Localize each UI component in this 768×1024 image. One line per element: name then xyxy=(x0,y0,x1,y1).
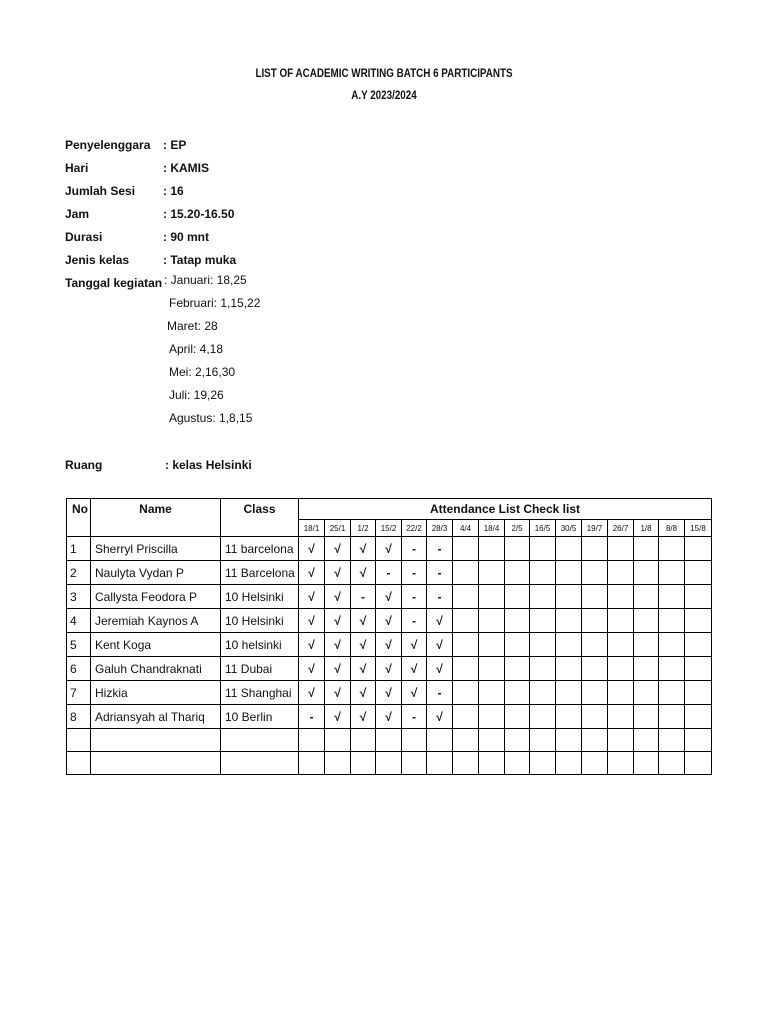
empty-cell xyxy=(91,729,221,752)
date-item: : Januari: 18,25 xyxy=(164,272,247,287)
activity-dates xyxy=(165,268,260,429)
participant-class: 11 barcelona xyxy=(221,537,299,561)
attendance-mark: √ xyxy=(299,585,325,609)
attendance-mark: √ xyxy=(402,633,427,657)
attendance-table xyxy=(66,498,712,775)
attendance-mark xyxy=(634,585,659,609)
session-date: 30/5 xyxy=(556,520,582,537)
info-row-hari xyxy=(65,156,236,179)
attendance-mark: √ xyxy=(351,609,376,633)
participant-name: Hizkia xyxy=(91,681,221,705)
participant-name: Callysta Feodora P xyxy=(91,585,221,609)
attendance-mark xyxy=(685,705,712,729)
attendance-mark xyxy=(659,681,685,705)
empty-cell xyxy=(556,729,582,752)
attendance-mark: - xyxy=(402,537,427,561)
session-date: 19/7 xyxy=(582,520,608,537)
participant-name: Naulyta Vydan P xyxy=(91,561,221,585)
participant-class: 10 Berlin xyxy=(221,705,299,729)
attendance-mark xyxy=(453,537,479,561)
date-item: Mei: 2,16,30 xyxy=(169,364,236,379)
attendance-mark xyxy=(479,657,505,681)
empty-cell xyxy=(299,752,325,775)
info-value: : 16 xyxy=(163,183,184,198)
attendance-mark: √ xyxy=(299,657,325,681)
attendance-mark xyxy=(453,681,479,705)
attendance-mark xyxy=(505,681,530,705)
attendance-mark: - xyxy=(427,561,453,585)
session-date: 2/5 xyxy=(505,520,530,537)
attendance-mark xyxy=(685,609,712,633)
session-date: 8/8 xyxy=(659,520,685,537)
attendance-mark: - xyxy=(427,681,453,705)
header-attendance: Attendance List Check list xyxy=(299,499,712,520)
attendance-mark: - xyxy=(402,585,427,609)
participant-name: Galuh Chandraknati xyxy=(91,657,221,681)
participant-name: Jeremiah Kaynos A xyxy=(91,609,221,633)
attendance-mark xyxy=(505,585,530,609)
empty-cell xyxy=(659,752,685,775)
session-date: 1/8 xyxy=(634,520,659,537)
attendance-mark xyxy=(530,705,556,729)
attendance-mark xyxy=(634,705,659,729)
row-number: 6 xyxy=(67,657,91,681)
attendance-mark xyxy=(505,657,530,681)
row-number: 2 xyxy=(67,561,91,585)
participant-class: 10 helsinki xyxy=(221,633,299,657)
attendance-mark: √ xyxy=(351,537,376,561)
attendance-mark xyxy=(556,609,582,633)
attendance-mark: √ xyxy=(325,705,351,729)
attendance-mark: - xyxy=(402,561,427,585)
empty-cell xyxy=(582,729,608,752)
attendance-mark: √ xyxy=(325,537,351,561)
attendance-mark xyxy=(453,705,479,729)
attendance-mark xyxy=(582,681,608,705)
room-row xyxy=(65,455,252,475)
row-number: 5 xyxy=(67,633,91,657)
date-item: Agustus: 1,8,15 xyxy=(169,410,253,425)
info-label: Jenis kelas xyxy=(65,252,130,267)
attendance-mark xyxy=(634,609,659,633)
attendance-mark xyxy=(582,561,608,585)
attendance-mark: - xyxy=(402,705,427,729)
attendance-mark xyxy=(453,561,479,585)
info-label: Hari xyxy=(65,160,89,175)
attendance-mark: - xyxy=(351,585,376,609)
participant-name: Kent Koga xyxy=(91,633,221,657)
date-item: Juli: 19,26 xyxy=(169,387,224,402)
attendance-mark xyxy=(556,681,582,705)
session-date: 25/1 xyxy=(325,520,351,537)
attendance-mark xyxy=(685,537,712,561)
empty-cell xyxy=(608,752,634,775)
session-date: 15/2 xyxy=(376,520,402,537)
attendance-mark xyxy=(556,657,582,681)
participant-class: 10 Helsinki xyxy=(221,609,299,633)
attendance-mark: √ xyxy=(299,633,325,657)
row-number: 1 xyxy=(67,537,91,561)
attendance-mark xyxy=(556,537,582,561)
empty-cell xyxy=(402,752,427,775)
info-row-penyelenggara xyxy=(65,133,236,156)
attendance-mark xyxy=(685,561,712,585)
empty-cell xyxy=(91,752,221,775)
attendance-mark xyxy=(530,609,556,633)
attendance-mark xyxy=(634,537,659,561)
row-number: 7 xyxy=(67,681,91,705)
attendance-mark xyxy=(608,681,634,705)
attendance-mark xyxy=(556,585,582,609)
empty-cell xyxy=(376,752,402,775)
attendance-mark: √ xyxy=(402,657,427,681)
attendance-mark: √ xyxy=(427,609,453,633)
attendance-mark: √ xyxy=(325,633,351,657)
table-row xyxy=(67,681,712,705)
attendance-mark xyxy=(582,657,608,681)
empty-cell xyxy=(530,752,556,775)
attendance-mark: √ xyxy=(427,657,453,681)
attendance-mark xyxy=(608,657,634,681)
info-label: Penyelenggara xyxy=(65,137,151,152)
attendance-mark xyxy=(505,705,530,729)
session-date: 15/8 xyxy=(685,520,712,537)
attendance-mark: - xyxy=(427,537,453,561)
empty-cell xyxy=(325,752,351,775)
document-title: LIST OF ACADEMIC WRITING BATCH 6 PARTICIPANTS xyxy=(255,66,513,80)
attendance-mark xyxy=(608,609,634,633)
participant-name: Sherryl Priscilla xyxy=(91,537,221,561)
attendance-mark xyxy=(659,561,685,585)
empty-cell xyxy=(479,729,505,752)
participant-class: 11 Shanghai xyxy=(221,681,299,705)
attendance-mark: √ xyxy=(376,585,402,609)
empty-cell xyxy=(427,752,453,775)
attendance-mark xyxy=(530,561,556,585)
empty-cell xyxy=(351,729,376,752)
attendance-mark xyxy=(453,585,479,609)
attendance-mark xyxy=(479,633,505,657)
empty-cell xyxy=(376,729,402,752)
attendance-mark xyxy=(608,585,634,609)
attendance-mark xyxy=(505,609,530,633)
info-row-jam xyxy=(65,202,236,225)
info-label: Durasi xyxy=(65,229,103,244)
empty-cell xyxy=(221,729,299,752)
table-row xyxy=(67,585,712,609)
attendance-mark xyxy=(479,561,505,585)
attendance-mark xyxy=(659,585,685,609)
participant-class: 11 Dubai xyxy=(221,657,299,681)
header-class: Class xyxy=(221,499,299,537)
attendance-mark xyxy=(530,633,556,657)
info-label: Jam xyxy=(65,206,90,221)
attendance-mark xyxy=(659,705,685,729)
info-value: : 15.20-16.50 xyxy=(163,206,235,221)
attendance-mark: √ xyxy=(427,705,453,729)
date-item: April: 4,18 xyxy=(169,341,224,356)
row-number: 4 xyxy=(67,609,91,633)
attendance-mark: √ xyxy=(376,705,402,729)
empty-row xyxy=(67,752,712,775)
empty-cell xyxy=(453,752,479,775)
attendance-mark xyxy=(634,633,659,657)
attendance-mark xyxy=(634,657,659,681)
attendance-mark xyxy=(608,633,634,657)
attendance-mark xyxy=(556,561,582,585)
empty-cell xyxy=(221,752,299,775)
empty-cell xyxy=(608,729,634,752)
info-row-jumlah-sesi xyxy=(65,179,236,202)
empty-cell xyxy=(659,729,685,752)
attendance-body xyxy=(67,537,712,775)
empty-cell xyxy=(299,729,325,752)
empty-cell xyxy=(427,729,453,752)
participant-name: Adriansyah al Thariq xyxy=(91,705,221,729)
attendance-mark xyxy=(556,705,582,729)
attendance-mark xyxy=(582,633,608,657)
participant-class: 10 Helsinki xyxy=(221,585,299,609)
attendance-mark xyxy=(659,537,685,561)
attendance-mark xyxy=(453,657,479,681)
empty-cell xyxy=(351,752,376,775)
attendance-mark: √ xyxy=(299,681,325,705)
attendance-mark: √ xyxy=(351,657,376,681)
empty-cell xyxy=(453,729,479,752)
attendance-mark: √ xyxy=(376,537,402,561)
attendance-mark: √ xyxy=(325,561,351,585)
attendance-mark: √ xyxy=(299,561,325,585)
info-row-durasi xyxy=(65,225,236,248)
info-label: Tanggal kegiatan xyxy=(65,275,163,290)
table-row xyxy=(67,609,712,633)
attendance-mark: √ xyxy=(402,681,427,705)
attendance-mark xyxy=(530,585,556,609)
info-value: : Tatap muka xyxy=(163,252,237,267)
attendance-mark xyxy=(685,657,712,681)
participant-class: 11 Barcelona xyxy=(221,561,299,585)
academic-year: A.Y 2023/2024 xyxy=(351,88,417,102)
attendance-mark xyxy=(634,681,659,705)
session-date: 28/3 xyxy=(427,520,453,537)
table-row xyxy=(67,537,712,561)
attendance-mark xyxy=(530,537,556,561)
attendance-mark: √ xyxy=(299,609,325,633)
date-item: Maret: 28 xyxy=(167,318,218,333)
session-date: 18/4 xyxy=(479,520,505,537)
table-row xyxy=(67,561,712,585)
empty-cell xyxy=(582,752,608,775)
attendance-mark xyxy=(530,681,556,705)
attendance-mark xyxy=(479,537,505,561)
empty-cell xyxy=(402,729,427,752)
session-date: 22/2 xyxy=(402,520,427,537)
attendance-mark xyxy=(505,537,530,561)
room-value: : kelas Helsinki xyxy=(165,458,252,472)
info-value: : EP xyxy=(163,137,187,152)
attendance-mark xyxy=(634,561,659,585)
date-item: Februari: 1,15,22 xyxy=(169,295,261,310)
info-value: : 90 mnt xyxy=(163,229,210,244)
attendance-mark xyxy=(479,705,505,729)
empty-cell xyxy=(685,729,712,752)
attendance-mark xyxy=(582,537,608,561)
attendance-mark xyxy=(608,561,634,585)
room-label: Ruang xyxy=(65,458,103,472)
attendance-mark: √ xyxy=(427,633,453,657)
row-number: 8 xyxy=(67,705,91,729)
attendance-mark xyxy=(582,585,608,609)
attendance-mark xyxy=(530,657,556,681)
attendance-mark xyxy=(608,537,634,561)
attendance-mark: √ xyxy=(325,585,351,609)
attendance-mark: - xyxy=(299,705,325,729)
row-number: 3 xyxy=(67,585,91,609)
attendance-mark xyxy=(453,609,479,633)
info-value: : KAMIS xyxy=(163,160,209,175)
attendance-mark: √ xyxy=(299,537,325,561)
attendance-mark xyxy=(505,633,530,657)
empty-cell xyxy=(634,752,659,775)
empty-cell xyxy=(505,752,530,775)
attendance-mark xyxy=(582,609,608,633)
attendance-mark xyxy=(659,609,685,633)
empty-cell xyxy=(325,729,351,752)
empty-cell xyxy=(685,752,712,775)
attendance-mark xyxy=(556,633,582,657)
attendance-mark: √ xyxy=(376,657,402,681)
session-date: 4/4 xyxy=(453,520,479,537)
attendance-mark xyxy=(659,633,685,657)
attendance-mark xyxy=(453,633,479,657)
attendance-mark: √ xyxy=(376,633,402,657)
attendance-mark: √ xyxy=(325,609,351,633)
table-row xyxy=(67,705,712,729)
attendance-mark: √ xyxy=(351,705,376,729)
attendance-mark: √ xyxy=(376,609,402,633)
empty-cell xyxy=(556,752,582,775)
empty-row xyxy=(67,729,712,752)
info-label: Jumlah Sesi xyxy=(65,183,136,198)
empty-cell xyxy=(634,729,659,752)
session-date: 1/2 xyxy=(351,520,376,537)
attendance-mark xyxy=(608,705,634,729)
attendance-mark: √ xyxy=(376,681,402,705)
attendance-mark xyxy=(479,585,505,609)
header-no: No xyxy=(67,499,91,537)
empty-cell xyxy=(67,729,91,752)
attendance-mark xyxy=(685,633,712,657)
attendance-mark: - xyxy=(427,585,453,609)
empty-cell xyxy=(479,752,505,775)
attendance-mark xyxy=(685,585,712,609)
attendance-mark: √ xyxy=(351,681,376,705)
attendance-mark: - xyxy=(402,609,427,633)
attendance-mark: √ xyxy=(351,633,376,657)
attendance-mark xyxy=(685,681,712,705)
attendance-mark: - xyxy=(376,561,402,585)
table-row xyxy=(67,657,712,681)
session-date: 16/5 xyxy=(530,520,556,537)
attendance-mark: √ xyxy=(351,561,376,585)
empty-cell xyxy=(530,729,556,752)
session-date: 26/7 xyxy=(608,520,634,537)
empty-cell xyxy=(505,729,530,752)
attendance-mark xyxy=(505,561,530,585)
table-row xyxy=(67,633,712,657)
session-date: 18/1 xyxy=(299,520,325,537)
attendance-mark: √ xyxy=(325,681,351,705)
attendance-mark: √ xyxy=(325,657,351,681)
attendance-mark xyxy=(479,609,505,633)
empty-cell xyxy=(67,752,91,775)
attendance-mark xyxy=(582,705,608,729)
header-name: Name xyxy=(91,499,221,537)
attendance-mark xyxy=(659,657,685,681)
attendance-mark xyxy=(479,681,505,705)
